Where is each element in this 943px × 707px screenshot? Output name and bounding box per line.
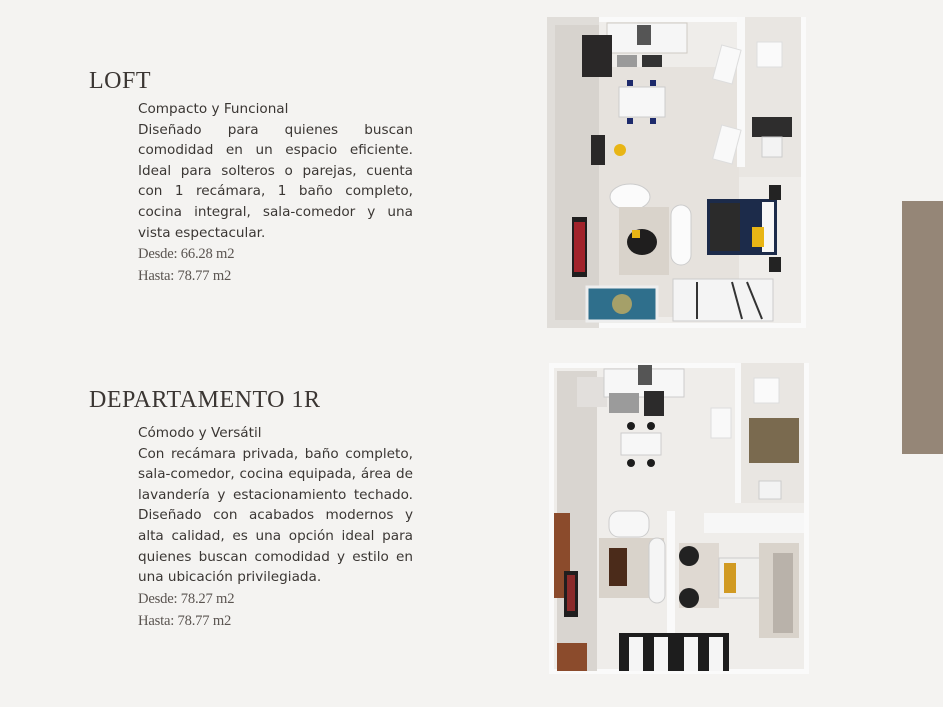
loft-subtitle: Compacto y Funcional — [138, 101, 289, 117]
loft-area-from: Desde: 66.28 m2 — [138, 246, 235, 263]
loft-description: Diseñado para quienes buscan comodidad en un espacio eficiente. Ideal para solteros o parejas, cuenta con 1 recámara, 1 baño completo, cocina integral, sala-comedor y una vista espectacular. — [138, 121, 413, 241]
depto-area-from: Desde: 78.27 m2 — [138, 590, 235, 607]
loft-title: LOFT — [89, 68, 151, 94]
depto-floor-plan-render — [549, 363, 809, 674]
depto-description: Con recámara privada, baño completo, sala-comedor, cocina equipada, área de lavandería y estacionamiento techado. Diseñado con acabados modernos y alta calidad, es una opción ideal para quienes buscan comodidad y estilo en una ubicación privilegiada. — [138, 445, 413, 586]
loft-floor-plan-render — [547, 17, 806, 328]
depto-title: DEPARTAMENTO 1R — [89, 387, 321, 413]
depto-details — [138, 423, 413, 632]
accent-bar — [902, 201, 943, 454]
depto-subtitle: Cómodo y Versátil — [138, 425, 262, 441]
depto-area-to: Hasta: 78.77 m2 — [138, 612, 232, 629]
loft-area-to: Hasta: 78.77 m2 — [138, 268, 232, 285]
loft-floor-plan-image — [547, 17, 806, 328]
depto-floor-plan-image — [549, 363, 809, 674]
loft-details — [138, 99, 413, 287]
